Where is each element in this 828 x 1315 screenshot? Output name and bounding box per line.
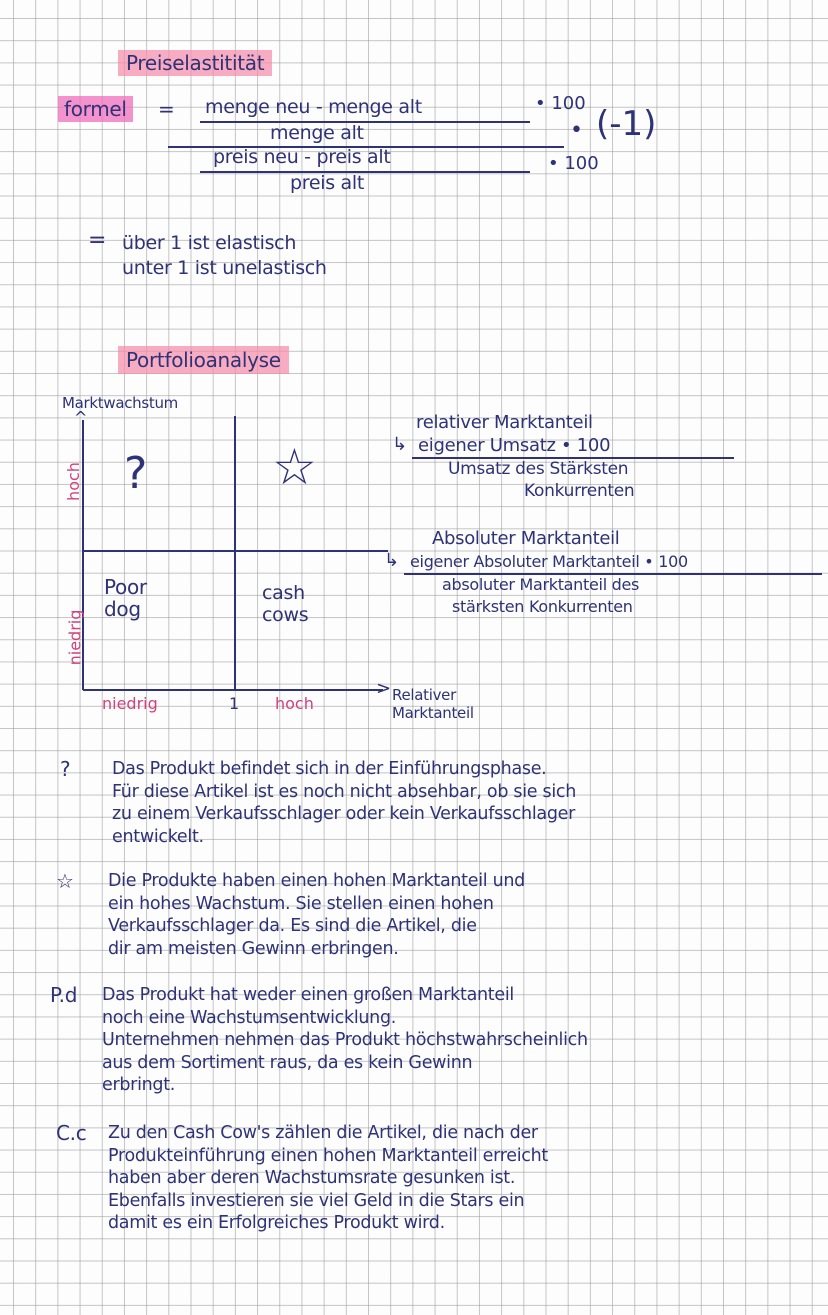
arrow-icon: ↳ [392, 434, 408, 455]
x-axis-arrow-icon: > [376, 678, 392, 699]
fraction-bar-small [200, 121, 530, 123]
x-label-low: niedrig [102, 694, 158, 713]
explanation-line: entwickelt. [112, 826, 204, 847]
explanation-poor-dogs [50, 984, 588, 1097]
relative-share-numerator: eigener Umsatz • 100 [418, 435, 611, 456]
quadrant-poor-dog [104, 576, 147, 620]
explanation-line: aus dem Sortiment raus, da es kein Gewinn [102, 1052, 473, 1073]
dog-label: dog [104, 597, 141, 621]
formula-numerator-top: menge neu - menge alt [205, 96, 422, 118]
explanation-line: haben aber deren Wachstumsrate gesunken ist. [108, 1168, 516, 1188]
explanation-line: noch eine Wachstumsentwicklung. [102, 1007, 397, 1028]
question-mark-bullet-icon: ? [60, 757, 71, 781]
fraction-bar-small-2 [200, 171, 530, 173]
x-axis-label-line2: Marktanteil [392, 704, 474, 722]
vertical-divider [234, 416, 236, 691]
explanation-line: Zu den Cash Cow's zählen die Artikel, die nach der [108, 1123, 538, 1143]
y-label-low: niedrig [65, 609, 85, 666]
formula-denominator-bottom: preis alt [290, 172, 365, 194]
times-100-bottom: • 100 [548, 153, 599, 174]
x-label-high: hoch [275, 694, 314, 713]
explanation-line: damit es ein Erfolgreiches Produkt wird. [108, 1213, 445, 1233]
y-axis-arrow-icon: ^ [74, 408, 88, 427]
cash-label: cash [262, 582, 305, 604]
rule-inelastic: unter 1 ist unelastisch [122, 257, 327, 279]
section-title-portfolioanalyse: Portfolioanalyse [118, 346, 289, 374]
explanation-line: Unternehmen nehmen das Produkt höchstwahrscheinlich [102, 1030, 588, 1050]
question-mark-icon: ? [124, 448, 148, 499]
explanation-question-marks [60, 758, 576, 848]
explanation-line: Produkteinführung einen hohen Marktanteil erreicht [108, 1145, 548, 1166]
explanation-line: Das Produkt hat weder einen großen Marktanteil [102, 985, 514, 1005]
explanation-line: Das Produkt befindet sich in der Einführungsphase. [112, 759, 547, 779]
section-title-preiselastizitaet: Preiselastitität [118, 50, 272, 76]
absolute-share-denominator-1: absoluter Marktanteil des [442, 575, 640, 594]
factor-minus-one: (-1) [596, 104, 657, 144]
formula-label: formel [58, 96, 133, 122]
absolute-share-denominator-2: stärksten Konkurrenten [452, 597, 633, 616]
absolute-share-numerator: eigener Absoluter Marktanteil • 100 [410, 552, 688, 571]
multiply-dot: • [570, 118, 583, 143]
x-axis-line [83, 689, 383, 691]
explanation-line: zu einem Verkaufsschlager oder kein Verkaufsschlager [112, 804, 575, 824]
x-label-one: 1 [229, 694, 240, 713]
relative-share-denominator-2: Konkurrenten [524, 481, 635, 501]
y-axis-label: Marktwachstum [62, 394, 178, 412]
absolute-share-title: Absoluter Marktanteil [432, 528, 620, 549]
horizontal-divider [84, 550, 388, 552]
cash-cow-bullet-label: C.c [56, 1121, 87, 1145]
explanation-stars [56, 870, 525, 960]
formula-numerator-bottom: menge alt [270, 122, 364, 144]
relative-share-denominator-1: Umsatz des Stärksten [448, 459, 629, 479]
star-bullet-icon: ☆ [56, 869, 74, 893]
arrow-icon-2: ↳ [384, 550, 400, 571]
explanation-line: erbringt. [102, 1075, 176, 1095]
explanation-cash-cows [56, 1122, 548, 1235]
y-label-high: hoch [63, 462, 83, 501]
poor-dog-bullet-label: P.d [50, 983, 78, 1007]
relative-share-title: relativer Marktanteil [416, 412, 593, 433]
star-icon: ☆ [272, 438, 317, 496]
explanation-line: Für diese Artikel ist es noch nicht absehbar, ob sie sich [112, 781, 576, 802]
times-100-top: • 100 [535, 93, 586, 114]
quadrant-cash-cows [262, 582, 308, 626]
poor-label: Poor [104, 575, 147, 599]
explanation-line: ein hohes Wachstum. Sie stellen einen hohen [108, 893, 494, 914]
explanation-line: Ebenfalls investieren sie viel Geld in die Stars ein [108, 1190, 525, 1211]
explanation-line: dir am meisten Gewinn erbringen. [108, 938, 399, 959]
x-axis-label [392, 686, 474, 722]
x-axis-label-line1: Relativer [392, 686, 456, 704]
rule-equals: = [88, 228, 107, 253]
formula-equals: = [158, 97, 175, 121]
cows-label: cows [262, 604, 309, 626]
explanation-line: Verkaufsschlager da. Es sind die Artikel, die [108, 916, 477, 936]
rule-elastic: über 1 ist elastisch [122, 232, 297, 254]
explanation-line: Die Produkte haben einen hohen Marktanteil und [108, 871, 525, 891]
formula-denominator-top: preis neu - preis alt [213, 146, 391, 168]
